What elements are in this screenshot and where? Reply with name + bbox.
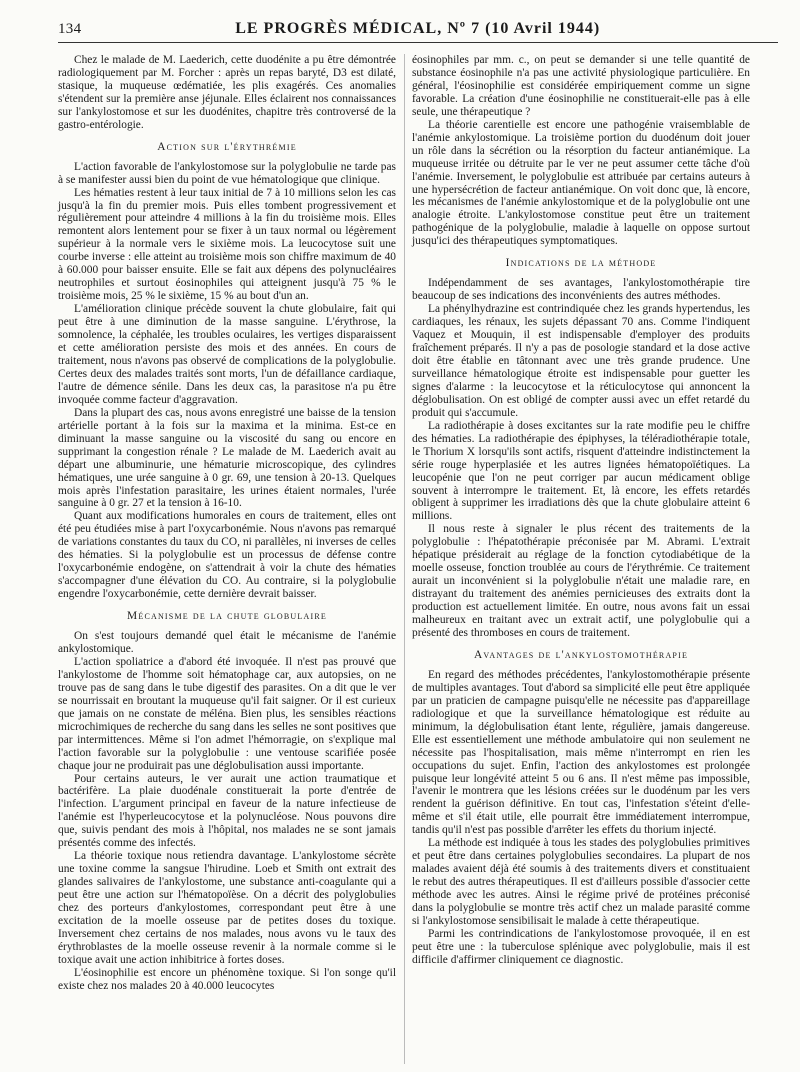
paragraph: La théorie carentielle est encore une pathogénie vraisemblable de l'anémie ankylostomique. La troisième portion du duodénum doit jouer un rôle dans la sécrétion ou la résorption du facteur antianémique. La muqueuse irritée ou détruite par le ver ne peut assumer cette tâche d'où l'anémie. Inversement, le polyglobulie est attribuée par certains auteurs à une hypersécrétion de facteur antianémique. On voit donc que, là encore, les mécanismes de l'anémie ankylostomique et de la polyglobulie ont une analogie étroite. L'ankylostomose constitue peut être un traitement pathogénique de la polyglobulie, maladie à laquelle on oppose surtout jusqu'ici des thérapeutiques symptomatiques. [412, 118, 750, 248]
paragraph: L'action favorable de l'ankylostomose sur la polyglobulie ne tarde pas à se manifester aussi bien du point de vue hématologique que clinique. [58, 160, 396, 186]
paragraph: La méthode est indiquée à tous les stades des polyglobulies primitives et peut être dans certaines polyglobulies secondaires. La plupart de nos malades avaient déjà été soumis à des traitements divers et constituaient le rebut des autres thérapeutiques. Il est d'ailleurs possible d'associer cette méthode avec les autres. Ainsi le régime privé de protéines préconisé dans la polyglobulie se montre très actif chez un malade parasité comme si l'ankylostomose sensibilisait le malade à cette thérapeutique. [412, 837, 750, 927]
paragraph: La phénylhydrazine est contrindiquée chez les grands hypertendus, les cardiaques, les rénaux, les sujets dépassant 70 ans. Comme l'indiquent Vaquez et Mouquin, il est indispensable d'employer des produits fraîchement préparés. Il n'y a pas de posologie standard et la dose active doit être établie en tâtonnant avec une très grande prudence. Une surveillance hématologique étroite est indispensable pour guetter les signes d'alarme : la leucocytose et la réticulocytose qui annoncent la déglobulisation. On est obligé de compter aussi avec un effet retardé du produit qui s'accumule. [412, 303, 750, 419]
paragraph: Dans la plupart des cas, nous avons enregistré une baisse de la tension artérielle portant à la fois sur la maxima et la minima. Est-ce en diminuant la masse sanguine ou la viscosité du sang ou encore en supprimant la congestion rénale ? Le malade de M. Laederich avait au départ une albuminurie, une hématurie microscopique, des cylindres hématiques, une urée sanguine à 0 gr. 69, une tension à 20-13. Quelques mois après l'infestation parasitaire, les urines étaient normales, l'urée sanguine à 0 gr. 27 et la tension à 16-10. [58, 406, 396, 510]
paragraph: Pour certains auteurs, le ver aurait une action traumatique et bactérifère. La plaie duodénale constituerait la porte d'entrée de l'infection. L'argument principal en faveur de la nature infectieuse de l'anémie est l'hyperleucocytose et la polynucléose. Nous pouvons dire que, suivis pendant des mois à l'hôpital, nos malades ne se sont jamais présentés comme des infectés. [58, 772, 396, 850]
paragraph: L'amélioration clinique précède souvent la chute globulaire, fait qui peut être à une diminution de la masse sanguine. L'érythrose, la somnolence, la céphalée, les troubles oculaires, les vertiges disparaissent et cette amélioration persiste des mois et des années. En cours de traitement, nous n'avons pas observé de complications de la polyglobulie. Certes deux des malades traités sont morts, l'un de défaillance cardiaque, l'autre de démence sénile. Dans les deux cas, la parasitose n'a pu être invoquée comme facteur d'aggravation. [58, 303, 396, 406]
left-column [58, 54, 396, 993]
section-heading: Action sur l'érythrémie [157, 140, 297, 153]
section-heading: Mécanisme de la chute globulaire [127, 610, 327, 623]
paragraph: éosinophiles par mm. c., on peut se demander si une telle quantité de substance éosinophile n'a pas une activité physiologique particulière. En général, l'éosinophilie est considérée empiriquement comme un signe favorable. La création d'une éosinophilie ne constituerait-elle pas à elle seule, une thérapeutique ? [412, 54, 750, 118]
paragraph: On s'est toujours demandé quel était le mécanisme de l'anémie ankylostomique. [58, 630, 396, 655]
section-heading: Avantages de l'ankylostomothérapie [473, 648, 689, 661]
paragraph: La théorie toxique nous retiendra davantage. L'ankylostome sécrète une toxine comme la sangsue l'hirudine. Loeb et Smith ont extrait des glandes salivaires de l'ankylostome, une substance anti-coagulante qui a peut être une action sur l'hématopoïèse. On a décrit des polyglobulies chez des porteurs d'ankylostomes, correspondant peut être à une excitation de la moelle osseuse par de petites doses du toxique. Inversement chez certains de nos malades, nous avons vu le taux des érythroblastes de la moelle osseuse revenir à la normale comme si le toxique avait une action inhibitrice à fortes doses. [58, 850, 396, 966]
section-heading: Indications de la méthode [505, 257, 657, 270]
page-number: 134 [58, 21, 82, 37]
paragraph: Indépendamment de ses avantages, l'ankylostomothérapie tire beaucoup de ses indications des inconvénients des autres méthodes. [412, 277, 750, 303]
paragraph: Parmi les contrindications de l'ankylostomose provoquée, il en est peut être une : la tuberculose splénique avec polyglobulie, mais il est difficile d'affirmer cliniquement ce diagnostic. [412, 927, 750, 966]
paragraph: L'éosinophilie est encore un phénomène toxique. Si l'on songe qu'il existe chez nos malades 20 à 40.000 leucocytes [58, 966, 396, 992]
paragraph: En regard des méthodes précédentes, l'ankylostomothérapie présente de multiples avantages. Tout d'abord sa simplicité elle peut être appliquée par un praticien de campagne puisqu'elle ne nécessite pas d'appareillage radiologique et que la surveillance hématologique est réduite au minimum, la déglobulisation étant lente, régulière, jamais dangereuse. Elle est essentiellement une méthode ambulatoire qui non seulement ne nécessite pas l'hospitalisation, mais même n'interrompt en rien les occupations du sujet. Enfin, l'action des ankylostomes est prolongée puisque leur longévité atteint 5 ou 6 ans. Il n'est même pas impossible, l'avenir le montrera que les lésions créées sur le duodénum par les vers rendent la guérison définitive. En tout cas, l'infestation s'éteint d'elle-même et s'il était utile, elle pourrait être immédiatement interrompue, tandis qu'il n'est pas possible d'arrêter les effets du thorium injecté. [412, 668, 750, 837]
journal-title: LE PROGRÈS MÉDICAL, Nº 7 (10 Avril 1944) [235, 20, 601, 37]
paragraph: L'action spoliatrice a d'abord été invoquée. Il n'est pas prouvé que l'ankylostome de l'homme soit hématophage car, aux autopsies, on ne trouve pas de sang dans le tube digestif des parasites. On a dit que le ver se nourrissait en broutant la muqueuse qu'il fait saigner. Or il est curieux que jamais on ne constate de méléna. Bien plus, les sensibles réactions microchimiques de recherche du sang dans les selles ne sont positives que par intermittences. Même si l'on admet l'hémorragie, on s'explique mal l'action favorable sur la polyglobulie : une ventouse scarifiée posée chaque jour ne produirait pas une déglobulisation aussi importante. [58, 655, 396, 772]
paragraph: Quant aux modifications humorales en cours de traitement, elles ont été peu étudiées mise à part l'oxycarbonémie. Nous n'avons pas remarqué de variations constantes du taux du CO, ni parallèles, ni inverses de celles des hématies. Si la polyglobulie est un processus de défense contre l'oxycarbonémie endogène, on s'attendrait à voir la chute des hématies s'accompagner d'une élévation du CO. Au contraire, si la polyglobulie engendre l'oxycarbonémie, cette dernière devrait baisser. [58, 510, 396, 601]
paragraph: La radiothérapie à doses excitantes sur la rate modifie peu le chiffre des hématies. La radiothérapie des épiphyses, la téléradiothérapie totale, le Thorium X lorsqu'ils sont actifs, risquent d'atteindre indistinctement la série rouge hyperplasiée et les autres lignées hématopoïétiques. La leucopénie que l'on ne peut corriger par aucun médicament oblige souvent à interrompre le traitement. Et, là encore, les effets retardés obligent à supprimer les irradiations dès que la chute globulaire atteint 6 millions. [412, 419, 750, 523]
paragraph: Les hématies restent à leur taux initial de 7 à 10 millions selon les cas jusqu'à la fin du premier mois. Puis elles tombent progressivement et régulièrement pour atteindre 4 millions à la fin du troisième mois. Elles remontent alors lentement pour se fixer à un taux normal ou légèrement supérieur à la normale vers le sixième mois. La leucocytose suit une courbe inverse : elle atteint au troisième mois son chiffre maximum de 40 à 60.000 pour baisser ensuite. Elle se fait aux dépens des polynucléaires neutrophiles et surtout éosinophiles qui atteignent jusqu'à 75 % le troisième mois, 25 % le sixième, 15 % au bout d'un an. [58, 186, 396, 303]
paragraph: Chez le malade de M. Laederich, cette duodénite a pu être démontrée radiologiquement par M. Forcher : après un repas baryté, D3 est dilaté, stasique, la muqueuse œdématiée, les plis exagérés. Ces anomalies s'étendent sur la première anse jéjunale. Elles éclairent nos connaissances sur l'ankylostomose et sur les duodénites, chapitre très controversé de la gastro-entérologie. [58, 54, 396, 131]
running-header [58, 20, 778, 43]
column-divider [404, 54, 405, 1064]
paragraph: Il nous reste à signaler le plus récent des traitements de la polyglobulie : l'hépatothérapie préconisée par M. Abrami. L'extrait hépatique présiderait au réglage de la fonction cytodiabétique de la moelle osseuse, fonction troublée au cours de l'érythrémie. Ce traitement aurait un inconvénient si la polyglobulie n'était une maladie rare, en distrayant du traitement des anémies pernicieuses des extraits dont la production est actuellement limitée. En outre, nous avons fait un essai malheureux en traitant avec un extrait actif, une polyglobulie qui a présenté des thromboses en cours de traitement. [412, 523, 750, 639]
right-column [412, 54, 750, 967]
